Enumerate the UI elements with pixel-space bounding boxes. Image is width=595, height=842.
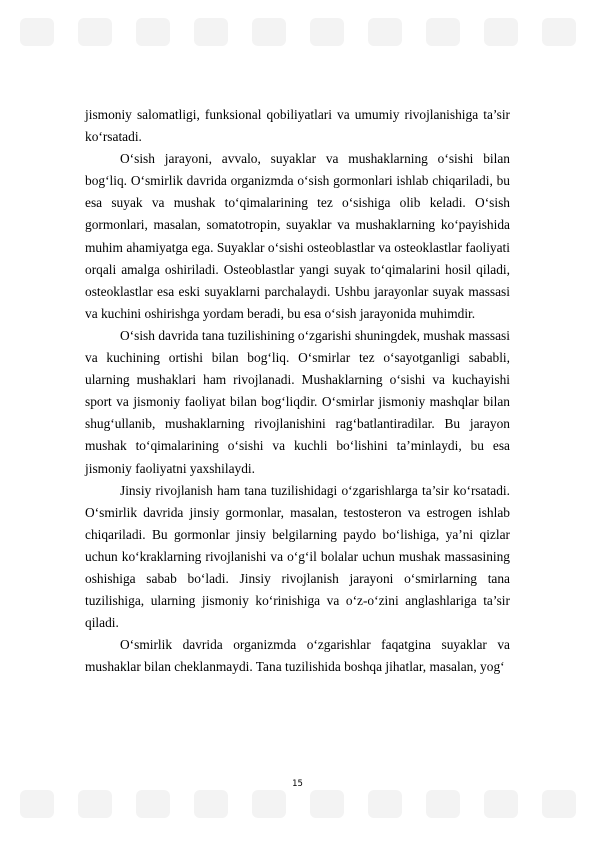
paragraph-2: O‘sish jarayoni, avvalo, suyaklar va mushaklarning o‘sishi bilan bog‘liq. O‘smirlik davrida organizmda o‘sish gormonlari ishlab chiqariladi, bu esa suyak va mushak to‘qimalarining tez o‘sishiga olib keladi. O‘sish gormonlari, masalan, somatotropin, suyaklar va mushaklarning ko‘payishida muhim ahamiyatga ega. Suyaklar o‘sishi osteoblastlar va osteoklastlar faoliyati orqali amalga oshiriladi. Osteoblastlar yangi suyak to‘qimalarini hosil qiladi, osteoklastlar esa eski suyaklarni parchalaydi. Ushbu jarayonlar suyak massasi va kuchini oshirishga yordam beradi, bu esa o‘sish jarayonida muhimdir. bbox=[85, 151, 510, 321]
paragraph-1: jismoniy salomatligi, funksional qobiliyatlari va umumiy rivojlanishiga ta’sir ko‘rsatadi. bbox=[85, 107, 510, 145]
page-number: 15 bbox=[292, 779, 303, 789]
document-body bbox=[85, 104, 510, 678]
paragraph-4: Jinsiy rivojlanish ham tana tuzilishidagi o‘zgarishlarga ta’sir ko‘rsatadi. O‘smirlik davrida jinsiy gormonlar, masalan, testosteron va estrogen ishlab chiqariladi. Bu gormonlar jinsiy belgilarning paydo bo‘lishiga, ya’ni qizlar uchun ko‘kraklarning rivojlanishi va o‘g‘il bolalar uchun mushak massasining oshishiga sabab bo‘ladi. Jinsiy rivojlanish jarayoni o‘smirlarning tana tuzilishiga, ularning jismoniy ko‘rinishiga va o‘z-o‘zini anglashlariga ta’sir qiladi. bbox=[85, 482, 510, 631]
paragraph-5: O‘smirlik davrida organizmda o‘zgarishlar faqatgina suyaklar va mushaklar bilan cheklanmaydi. Tana tuzilishida boshqa jihatlar, masalan, yog‘ bbox=[85, 637, 510, 675]
paragraph-3: O‘sish davrida tana tuzilishining o‘zgarishi shuningdek, mushak massasi va kuchining ortishi bilan bog‘liq. O‘smirlar tez o‘sayotganligi sababli, ularning mushaklari ham rivojlanadi. Mushaklarning o‘sishi va kuchayishi sport va jismoniy faoliyat bilan bog‘liqdir. O‘smirlar jismoniy mashqlar bilan shug‘ullanib, mushaklarning rivojlanishini rag‘batlantiradilar. Bu jarayon mushak to‘qimalarining o‘sishi va kuchli bo‘lishini ta’minlaydi, bu esa jismoniy faoliyatni yaxshilaydi. bbox=[85, 327, 510, 476]
